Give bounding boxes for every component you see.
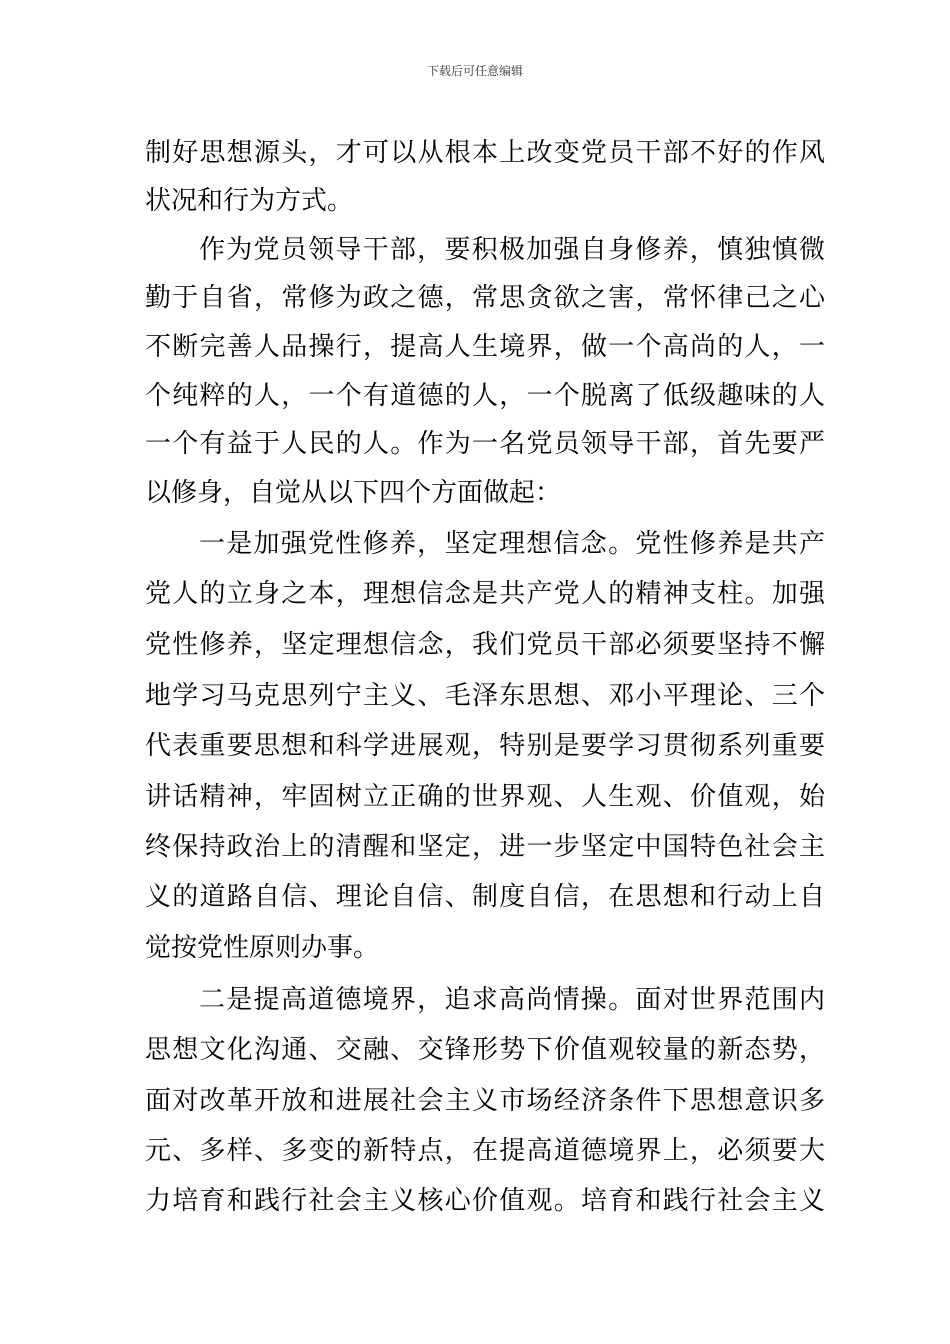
text-line: 义的道路自信、理论自信、制度自信，在思想和行动上自	[145, 882, 825, 912]
text-line: 作为党员领导干部，要积极加强自身修养，慎独慎微	[199, 235, 825, 265]
text-line: 面对改革开放和进展社会主义市场经济条件下思想意识多	[145, 1086, 825, 1116]
text-line: 元、多样、多变的新特点，在提高道德境界上，必须要大	[145, 1136, 825, 1166]
text-line: 终保持政治上的清醒和坚定，进一步坚定中国特色社会主	[145, 832, 825, 862]
text-line: 以修身，自觉从以下四个方面做起：	[145, 478, 562, 508]
text-line: 制好思想源头，才可以从根本上改变党员干部不好的作风	[145, 138, 825, 168]
text-line: 勤于自省，常修为政之德，常思贪欲之害，常怀律己之心	[145, 283, 825, 313]
text-line: 个纯粹的人，一个有道德的人，一个脱离了低级趣味的人	[145, 381, 825, 411]
text-line: 力培育和践行社会主义核心价值观。培育和践行社会主义	[145, 1186, 825, 1216]
text-line: 思想文化沟通、交融、交锋形势下价值观较量的新态势，	[145, 1035, 825, 1065]
text-line: 党性修养，坚定理想信念，我们党员干部必须要坚持不懈	[145, 630, 825, 660]
text-line: 不断完善人品操行，提高人生境界，做一个高尚的人，一	[145, 332, 825, 362]
text-line: 党人的立身之本，理想信念是共产党人的精神支柱。加强	[145, 579, 825, 609]
text-line: 二是提高道德境界，追求高尚情操。面对世界范围内	[199, 985, 825, 1015]
text-line: 觉按党性原则办事。	[145, 933, 380, 963]
text-line: 状况和行为方式。	[145, 186, 354, 216]
page-header: 下载后可任意编辑	[426, 64, 523, 78]
text-line: 地学习马克思列宁主义、毛泽东思想、邓小平理论、三个	[145, 681, 825, 711]
text-line: 讲话精神，牢固树立正确的世界观、人生观、价值观，始	[145, 782, 825, 812]
text-line: 代表重要思想和科学进展观，特别是要学习贯彻系列重要	[145, 731, 825, 761]
text-line: 一是加强党性修养，坚定理想信念。党性修养是共产	[199, 529, 825, 559]
text-line: 一个有益于人民的人。作为一名党员领导干部，首先要严	[145, 429, 825, 459]
